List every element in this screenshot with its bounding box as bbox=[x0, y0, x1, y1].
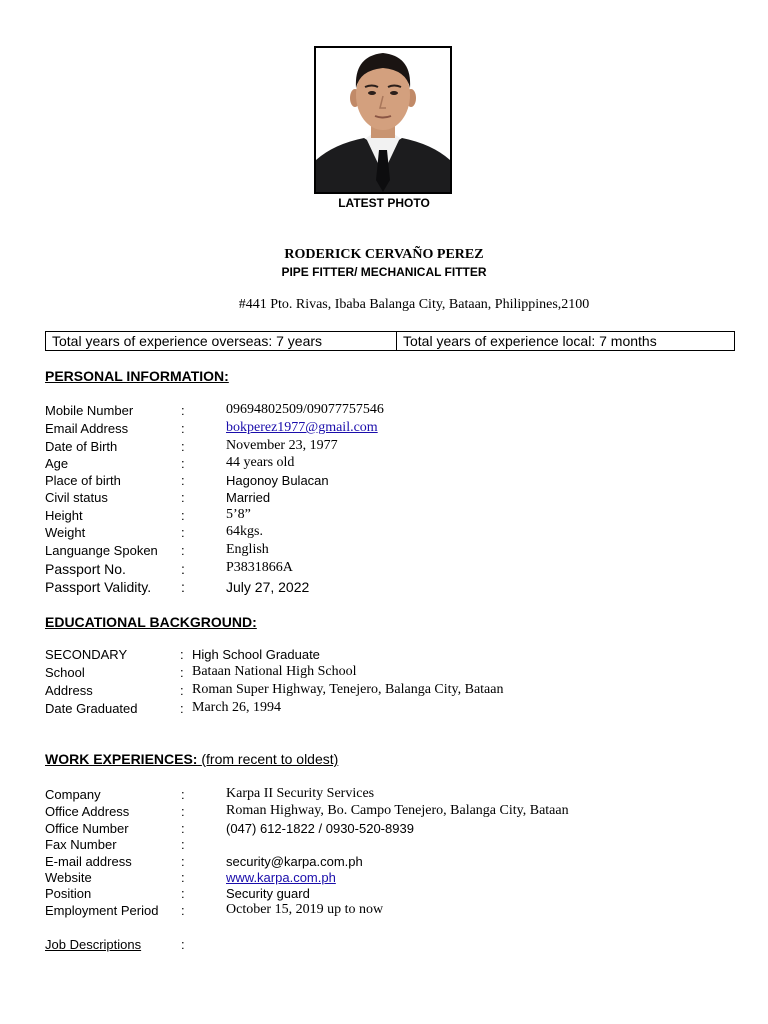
row-label: Company bbox=[45, 787, 101, 802]
applicant-job-title: PIPE FITTER/ MECHANICAL FITTER bbox=[281, 265, 487, 279]
row-label: Website bbox=[45, 870, 92, 885]
row-colon: : bbox=[181, 937, 185, 952]
row-label: Office Address bbox=[45, 804, 130, 819]
work-heading-text: WORK EXPERIENCES: bbox=[45, 751, 198, 767]
row-label: Mobile Number bbox=[45, 403, 134, 418]
applicant-name: RODERICK CERVAÑO PEREZ bbox=[284, 247, 484, 262]
photo-caption: LATEST PHOTO bbox=[338, 196, 430, 210]
row-value: 09694802509/09077757546 bbox=[226, 402, 384, 417]
education-heading: EDUCATIONAL BACKGROUND: bbox=[45, 614, 257, 630]
row-colon: : bbox=[181, 525, 185, 540]
row-colon: : bbox=[180, 665, 184, 680]
row-label: Fax Number bbox=[45, 837, 117, 852]
row-label: Date of Birth bbox=[45, 439, 118, 454]
row-label: Email Address bbox=[45, 421, 129, 436]
row-value: Hagonoy Bulacan bbox=[226, 473, 329, 488]
row-colon: : bbox=[181, 579, 185, 595]
row-label: Place of birth bbox=[45, 473, 121, 488]
row-colon: : bbox=[181, 821, 185, 836]
email-link[interactable]: bokperez1977@gmail.com bbox=[226, 420, 378, 435]
row-value: High School Graduate bbox=[192, 647, 320, 662]
row-colon: : bbox=[180, 647, 184, 662]
experience-overseas: Total years of experience overseas: 7 years bbox=[46, 332, 397, 350]
row-label: Weight bbox=[45, 525, 86, 540]
row-colon: : bbox=[181, 854, 185, 869]
experience-local: Total years of experience local: 7 months bbox=[403, 333, 657, 349]
work-heading bbox=[45, 751, 338, 767]
row-value: 44 years old bbox=[226, 455, 295, 470]
applicant-address: #441 Pto. Rivas, Ibaba Balanga City, Bataan, Philippines,2100 bbox=[238, 297, 590, 312]
row-value: July 27, 2022 bbox=[226, 579, 310, 595]
row-colon: : bbox=[180, 701, 184, 716]
row-value: Bataan National High School bbox=[192, 664, 357, 679]
row-colon: : bbox=[180, 683, 184, 698]
row-colon: : bbox=[181, 804, 185, 819]
row-label: Address bbox=[45, 683, 93, 698]
row-value: (047) 612-1822 / 0930-520-8939 bbox=[226, 821, 414, 836]
row-label: Age bbox=[45, 456, 69, 471]
row-label: Employment Period bbox=[45, 903, 159, 918]
row-colon: : bbox=[181, 870, 185, 885]
row-value: Roman Highway, Bo. Campo Tenejero, Balanga City, Bataan bbox=[226, 803, 569, 818]
row-colon: : bbox=[181, 903, 185, 918]
row-colon: : bbox=[181, 508, 185, 523]
row-label: Height bbox=[45, 508, 83, 523]
row-colon: : bbox=[181, 473, 185, 488]
row-value: English bbox=[226, 542, 269, 557]
row-label: E-mail address bbox=[45, 854, 132, 869]
row-label: Civil status bbox=[45, 490, 108, 505]
row-value: Roman Super Highway, Tenejero, Balanga City, Bataan bbox=[192, 682, 504, 697]
row-colon: : bbox=[181, 837, 185, 852]
row-label: Passport Validity. bbox=[45, 579, 152, 595]
row-colon: : bbox=[181, 456, 185, 471]
row-colon: : bbox=[181, 490, 185, 505]
personal-info-heading: PERSONAL INFORMATION: bbox=[45, 368, 229, 384]
row-value: November 23, 1977 bbox=[226, 438, 338, 453]
experience-summary-box bbox=[45, 331, 735, 351]
row-value: security@karpa.com.ph bbox=[226, 854, 363, 869]
row-value: Karpa II Security Services bbox=[226, 786, 375, 801]
row-label: Date Graduated bbox=[45, 701, 138, 716]
row-colon: : bbox=[181, 787, 185, 802]
row-value: Married bbox=[226, 490, 271, 505]
row-label: Passport No. bbox=[45, 561, 126, 577]
row-label: Position bbox=[45, 886, 92, 901]
row-value: October 15, 2019 up to now bbox=[226, 902, 384, 917]
job-descriptions-label: Job Descriptions bbox=[45, 937, 142, 952]
row-colon: : bbox=[181, 403, 185, 418]
website-link[interactable]: www.karpa.com.ph bbox=[226, 870, 336, 885]
row-value: 5’8” bbox=[226, 507, 251, 522]
row-value: 64kgs. bbox=[226, 524, 263, 539]
row-colon: : bbox=[181, 543, 185, 558]
row-label: School bbox=[45, 665, 85, 680]
row-value: P3831866A bbox=[226, 560, 293, 575]
row-colon: : bbox=[181, 886, 185, 901]
applicant-photo bbox=[314, 46, 452, 194]
row-value: Security guard bbox=[226, 886, 310, 901]
row-label: SECONDARY bbox=[45, 647, 128, 662]
portrait-image bbox=[316, 48, 450, 192]
row-colon: : bbox=[181, 561, 185, 577]
row-label: Languange Spoken bbox=[45, 543, 158, 558]
row-colon: : bbox=[181, 421, 185, 436]
work-heading-note: (from recent to oldest) bbox=[201, 751, 339, 767]
row-colon: : bbox=[181, 439, 185, 454]
row-value: March 26, 1994 bbox=[192, 700, 282, 715]
row-label: Office Number bbox=[45, 821, 129, 836]
